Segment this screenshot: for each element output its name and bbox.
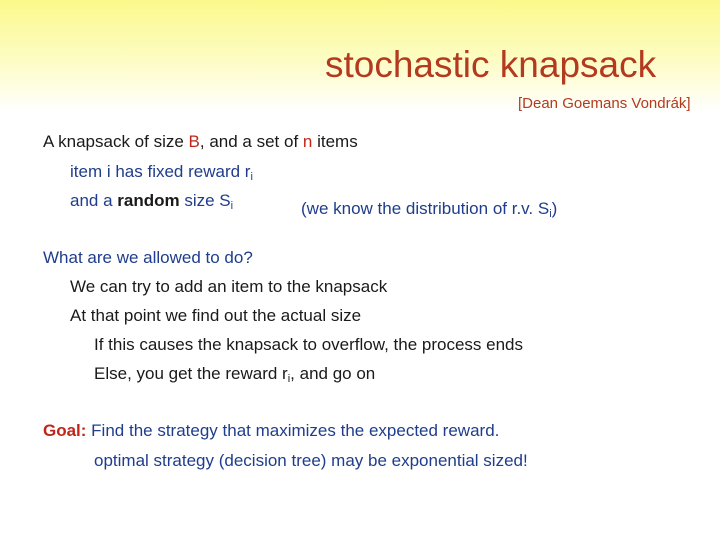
distribution-note-subscript: i	[549, 208, 552, 220]
item-size-subscript: i	[230, 200, 234, 212]
random-emphasis: random	[117, 191, 180, 210]
distribution-note	[301, 199, 557, 220]
item-reward-subscript: i	[250, 171, 253, 183]
goal-label: Goal:	[43, 421, 87, 440]
goal-note: optimal strategy (decision tree) may be exponential sized!	[94, 451, 528, 470]
allowed-line-4-text: Else, you get the reward r	[94, 364, 288, 383]
allowed-line-4	[94, 364, 375, 385]
item-count-symbol: n	[302, 132, 313, 151]
item-reward-line	[70, 162, 253, 183]
distribution-note-close: )	[551, 199, 558, 218]
intro-text-3: items	[312, 132, 358, 151]
citation: [Dean Goemans Vondrák]	[518, 95, 691, 112]
intro-text-2: , and a set of	[199, 132, 303, 151]
knapsack-size-symbol: B	[188, 132, 200, 151]
item-size-text-2: size S	[179, 191, 231, 210]
intro-text-1: A knapsack of size	[43, 132, 189, 151]
intro-line	[43, 132, 358, 152]
item-size-line	[70, 191, 233, 212]
goal-line	[43, 421, 499, 441]
allowed-question: What are we allowed to do?	[43, 248, 253, 267]
allowed-line-4-subscript: i	[287, 373, 291, 385]
item-size-text-1: and a	[70, 191, 118, 210]
allowed-line-1: We can try to add an item to the knapsack	[70, 277, 388, 296]
item-reward-text: item i has fixed reward r	[70, 162, 251, 181]
allowed-line-3: If this causes the knapsack to overflow, the process ends	[94, 335, 524, 354]
goal-text: Find the strategy that maximizes the expected reward.	[86, 421, 500, 440]
allowed-line-4-text-2: , and go on	[290, 364, 376, 383]
distribution-note-text: (we know the distribution of r.v. S	[301, 199, 550, 218]
slide-title: stochastic knapsack	[325, 44, 657, 85]
allowed-line-2: At that point we find out the actual size	[70, 306, 362, 325]
